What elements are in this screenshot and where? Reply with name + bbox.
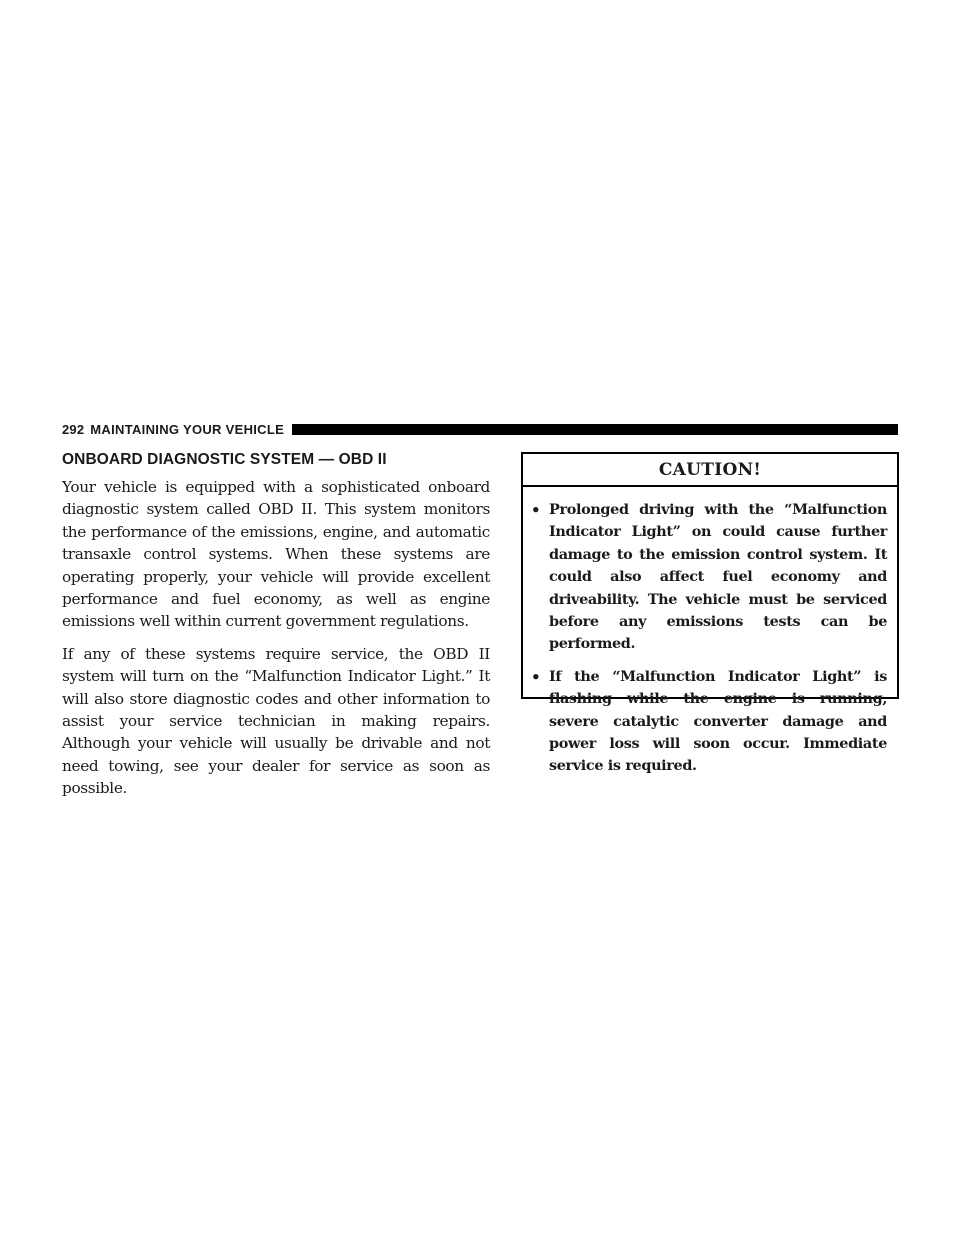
article-paragraph: If any of these systems require service, the OBD II system will turn on the “Malfunction Indicator Light.” It will also store diagnostic codes and other information to assist your service technician in making repairs. Although your vehicle will usually be drivable and not need towing, see your dealer for service as soon as possible. <box>62 644 490 798</box>
caution-item-text: Prolonged driving with the “Malfunction Indicator Light” on could cause further damage to the emission control system. It could also affect fuel economy and driveability. The vehicle must be serviced before any emissions tests can be performed. <box>549 501 887 653</box>
bullet-icon: • <box>531 501 541 519</box>
section-title: MAINTAINING YOUR VEHICLE <box>90 421 285 437</box>
caution-box <box>521 452 899 775</box>
caution-title: CAUTION! <box>523 454 897 487</box>
page-header <box>62 419 898 439</box>
article-paragraph: Your vehicle is equipped with a sophisticated onboard diagnostic system called OBD II. This system monitors the performance of the emissions, engine, and automatic transaxle control systems. When these systems are operating properly, your vehicle will provide excellent performance and fuel economy, as well as engine emissions well within current government regulations. <box>62 478 490 631</box>
caution-body <box>523 487 897 778</box>
caution-item-text: If the “Malfunction Indicator Light” is flashing while the engine is running, severe catalytic converter damage and power loss will soon occur. Immediate service is required. <box>549 667 887 775</box>
caution-item <box>531 499 887 656</box>
header-rule <box>292 424 898 435</box>
article-column <box>62 451 490 810</box>
caution-item <box>531 666 887 778</box>
bullet-icon: • <box>531 667 541 686</box>
page-number: 292 <box>62 421 85 437</box>
article-heading: ONBOARD DIAGNOSTIC SYSTEM — OBD II <box>62 451 387 468</box>
